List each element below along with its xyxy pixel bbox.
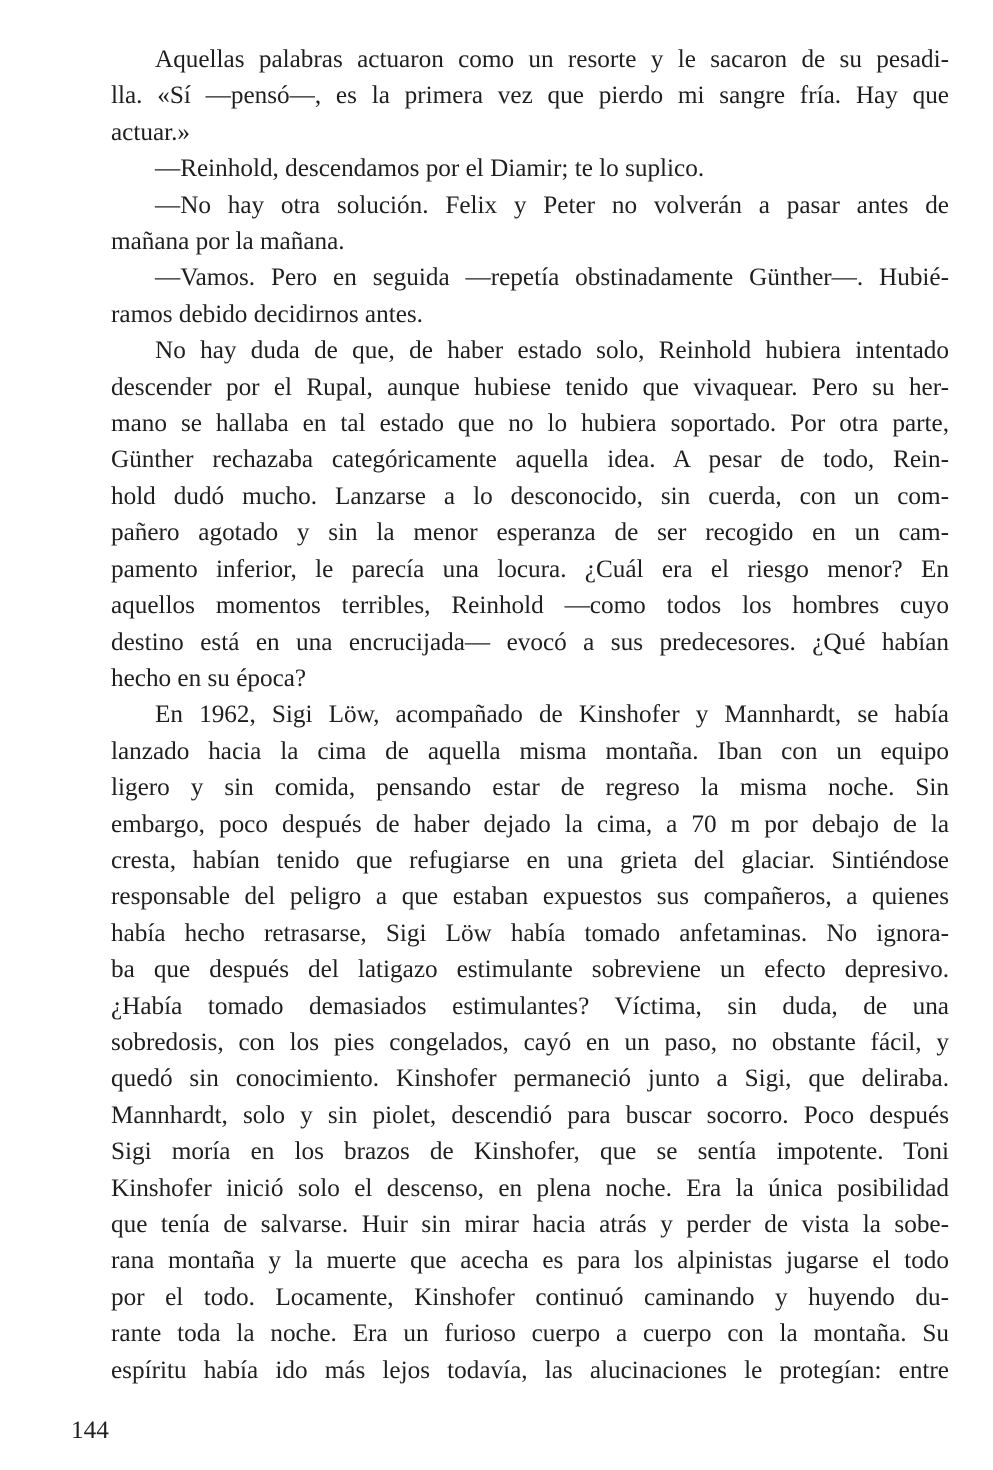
text-line: lla. «Sí —pensó—, es la primera vez que pierdo mi sangre fría. Hay que	[111, 82, 949, 110]
text-line: —Vamos. Pero en seguida —repetía obstinadamente Günther—. Hubié-	[155, 264, 949, 292]
paragraph-6	[67, 697, 949, 1389]
text-line: descender por el Rupal, aunque hubiese tenido que vivaquear. Pero su her-	[111, 373, 949, 401]
text-line: espíritu había ido más lejos todavía, las alucinaciones le protegían: entre	[111, 1356, 949, 1384]
text-line: hold dudó mucho. Lanzarse a lo desconocido, sin cuerda, con un com-	[111, 482, 949, 510]
text-line: responsable del peligro a que estaban expuestos sus compañeros, a quienes	[111, 883, 949, 911]
text-line: destino está en una encrucijada— evocó a sus predecesores. ¿Qué habían	[111, 628, 949, 656]
paragraph-3	[67, 188, 949, 261]
text-line: mañana por la mañana.	[111, 228, 345, 256]
paragraph-4	[67, 260, 949, 333]
text-line: rante toda la noche. Era un furioso cuerpo a cuerpo con la montaña. Su	[111, 1320, 949, 1348]
text-line: Aquellas palabras actuaron como un resorte y le sacaron de su pesadi-	[155, 46, 949, 73]
paragraph-1	[67, 42, 949, 151]
text-line: actuar.»	[111, 118, 191, 146]
text-line: ba que después del latigazo estimulante sobreviene un efecto depresivo.	[111, 956, 949, 984]
text-line: Sigi moría en los brazos de Kinshofer, que se sentía impotente. Toni	[111, 1138, 949, 1166]
text-line: rana montaña y la muerte que acecha es para los alpinistas jugarse el todo	[111, 1247, 949, 1275]
text-line: hecho en su época?	[111, 664, 307, 692]
text-line: ramos debido decidirnos antes.	[111, 300, 423, 328]
text-line: mano se hallaba en tal estado que no lo hubiera soportado. Por otra parte,	[111, 410, 949, 438]
text-line: ligero y sin comida, pensando estar de regreso la misma noche. Sin	[111, 774, 949, 802]
text-line: Kinshofer inició solo el descenso, en plena noche. Era la única posibilidad	[111, 1174, 949, 1202]
text-line: que tenía de salvarse. Huir sin mirar hacia atrás y perder de vista la sobe-	[111, 1211, 949, 1238]
text-line: pañero agotado y sin la menor esperanza de ser recogido en un cam-	[111, 519, 949, 547]
text-line: quedó sin conocimiento. Kinshofer permaneció junto a Sigi, que deliraba.	[111, 1065, 949, 1093]
text-line: pamento inferior, le parecía una locura. ¿Cuál era el riesgo menor? En	[111, 555, 949, 583]
text-line: por el todo. Locamente, Kinshofer continuó caminando y huyendo du-	[111, 1283, 949, 1311]
paragraph-5	[67, 333, 949, 697]
text-line: había hecho retrasarse, Sigi Löw había tomado anfetaminas. No ignora-	[111, 919, 949, 947]
text-line: —Reinhold, descendamos por el Diamir; te lo suplico.	[155, 155, 705, 183]
text-line: No hay duda de que, de haber estado solo, Reinhold hubiera intentado	[155, 337, 949, 365]
text-line: ¿Había tomado demasiados estimulantes? Víctima, sin duda, de una	[111, 992, 949, 1020]
book-page-text	[67, 42, 949, 1389]
text-line: Günther rechazaba categóricamente aquella idea. A pesar de todo, Rein-	[111, 446, 949, 474]
text-line: cresta, habían tenido que refugiarse en una grieta del glaciar. Sintiéndose	[111, 846, 949, 874]
paragraph-2	[67, 151, 949, 187]
text-line: aquellos momentos terribles, Reinhold —como todos los hombres cuyo	[111, 592, 949, 620]
text-line: embargo, poco después de haber dejado la cima, a 70 m por debajo de la	[111, 810, 949, 838]
text-line: lanzado hacia la cima de aquella misma montaña. Iban con un equipo	[111, 737, 949, 765]
text-line: sobredosis, con los pies congelados, cayó en un paso, no obstante fácil, y	[111, 1028, 949, 1056]
page-number: 144	[71, 1417, 109, 1444]
text-line: —No hay otra solución. Felix y Peter no volverán a pasar antes de	[155, 191, 949, 219]
text-line: Mannhardt, solo y sin piolet, descendió para buscar socorro. Poco después	[111, 1101, 949, 1129]
text-line: En 1962, Sigi Löw, acompañado de Kinshofer y Mannhardt, se había	[155, 701, 949, 729]
